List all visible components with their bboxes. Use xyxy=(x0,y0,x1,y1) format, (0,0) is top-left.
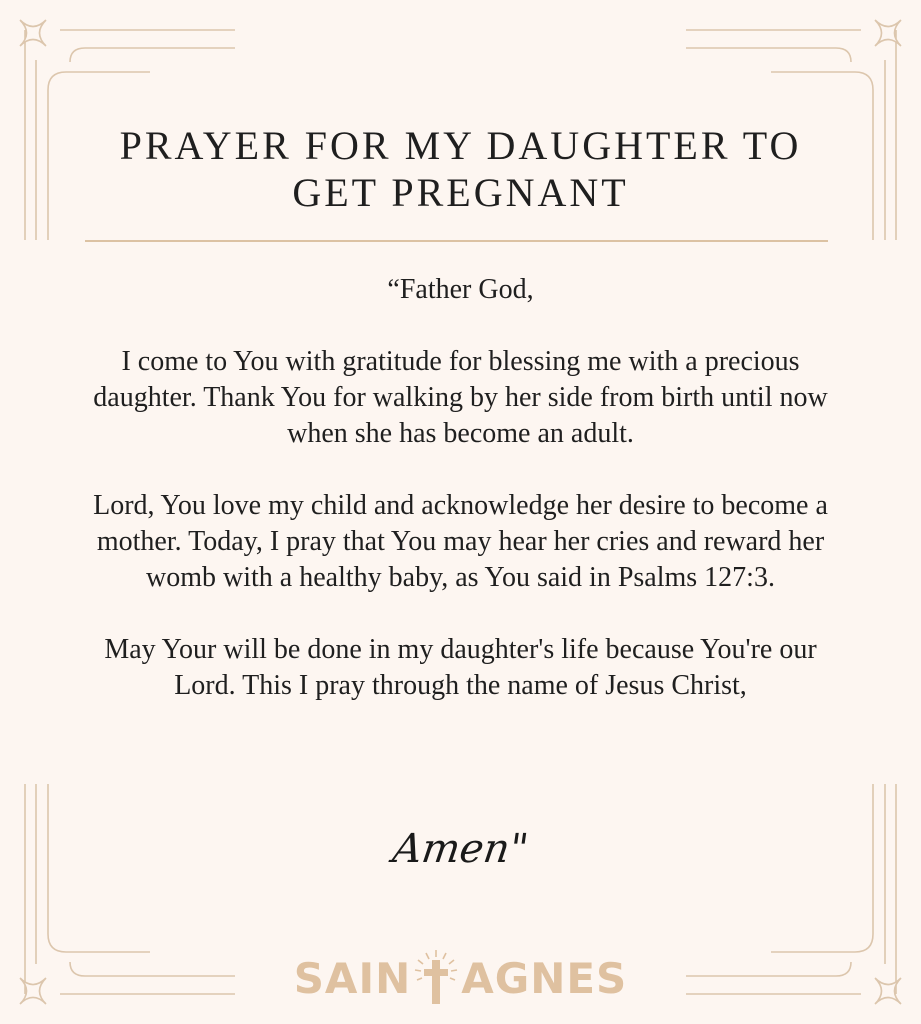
prayer-paragraph-2: Lord, You love my child and acknowledge her desire to become a mother. Today, I pray that You may hear her cries and reward her womb with a healthy baby, as You said in Psalms 127:3. xyxy=(93,490,828,593)
title-line-1: PRAYER FOR MY DAUGHTER TO xyxy=(119,123,802,168)
prayer-greeting: “Father God, xyxy=(387,274,534,305)
brand-logo xyxy=(0,948,921,1008)
title-divider xyxy=(85,240,828,242)
cross-with-rays-icon xyxy=(413,948,459,1008)
prayer-body xyxy=(80,272,841,740)
prayer-closing: Amen" xyxy=(389,826,532,872)
prayer-paragraph-1: I come to You with gratitude for blessing me with a precious daughter. Thank You for walking by her side from birth until now when she has become an adult. xyxy=(93,346,828,449)
title-line-2: GET PREGNANT xyxy=(292,170,629,215)
brand-text-right: AGNES xyxy=(461,953,628,1003)
prayer-paragraph-3: May Your will be done in my daughter's life because You're our Lord. This I pray through the name of Jesus Christ, xyxy=(104,634,817,701)
brand-text-left: SAIN xyxy=(293,953,412,1003)
page-title xyxy=(60,122,861,216)
